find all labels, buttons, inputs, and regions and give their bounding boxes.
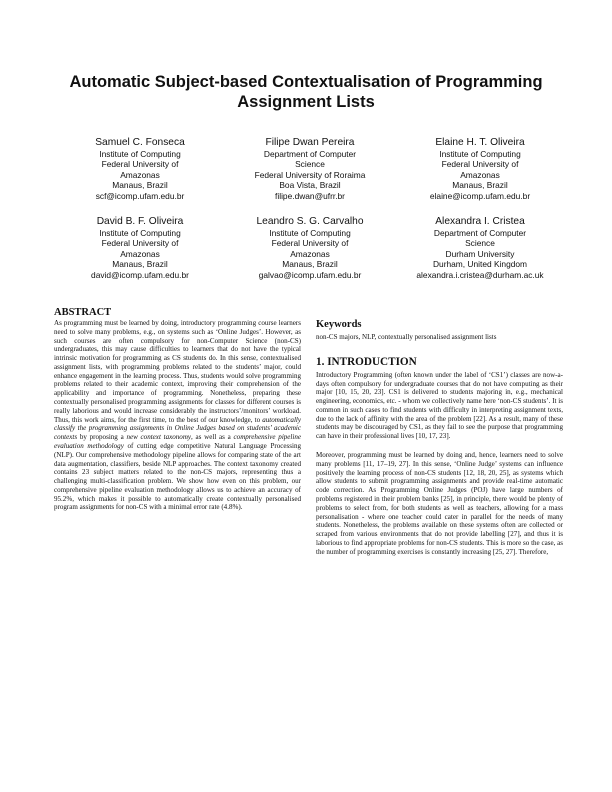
- author-location: Manaus, Brazil: [452, 180, 508, 191]
- author-affiliation: Federal University of: [271, 238, 349, 249]
- author-affiliation: Science: [465, 238, 495, 249]
- paper-title: Automatic Subject-based Contextualisation of Programming Assignment Lists: [69, 73, 543, 111]
- author-email: galvao@icomp.ufam.edu.br: [258, 269, 362, 280]
- author-affiliation: Durham University: [445, 248, 515, 259]
- author-name: Elaine H. T. Oliveira: [435, 137, 525, 148]
- author-affiliation: Science: [295, 159, 325, 170]
- author-affiliation: Amazonas: [460, 169, 500, 180]
- author-email: filipe.dwan@ufrr.br: [275, 190, 345, 201]
- introduction-paragraph: Moreover, programming must be learned by doing and, hence, learners need to solve many problems [11, 17–19, 27]. In this sense, ‘Online Judge’ systems can influence positively the learning process of non-CS students [12, 18, 20, 25], as systems which allow students to submit programming assignments and provide real-time automatic code correction. As Programming Online Judges (POJ) have large numbers of problems registered in their problem banks [25], in principle, there would be plenty of problems to select from, for both students as well as teachers, allowing for a mass personalisation - where one teacher could cater in parallel for the needs of many students. Nonetheless, the problems available on these systems often are collected or scraped from various environments that do not provide labelling [27], and thus it is laborious to find appropriate problems for non-CS students. This is more so the case, as the number of programming exercises is constantly increasing [25, 27]. Therefore,: [316, 451, 563, 556]
- author-affiliation: Institute of Computing: [439, 149, 521, 159]
- author-affiliation: Amazonas: [120, 169, 160, 180]
- left-column: [54, 307, 301, 512]
- author-affiliation: Federal University of: [101, 238, 179, 249]
- author-name: Leandro S. G. Carvalho: [256, 216, 364, 228]
- author-name: Alexandra I. Cristea: [435, 216, 525, 228]
- author-email: elaine@icomp.ufam.edu.br: [429, 190, 531, 201]
- author-affiliation: Institute of Computing: [99, 228, 181, 239]
- author: [400, 215, 560, 280]
- author-block: [60, 136, 560, 294]
- author-affiliation: Federal University of: [441, 159, 519, 170]
- author-name: Samuel C. Fonseca: [95, 137, 185, 148]
- author-affiliation: Federal University of Roraima: [254, 169, 366, 180]
- author-location: Manaus, Brazil: [282, 259, 338, 270]
- author-row-1: [60, 136, 560, 201]
- keywords-heading: Keywords: [316, 319, 362, 330]
- author-location: Manaus, Brazil: [112, 180, 168, 191]
- author-location: Boa Vista, Brazil: [279, 180, 341, 191]
- author-name: David B. F. Oliveira: [96, 216, 184, 228]
- introduction-paragraph: Introductory Programming (often known under the label of ‘CS1’) classes are now-a-days often compulsory for undergraduate courses that do not have computing as their major [10, 15, 20, 23]. CS1 is delivered to students majoring in, e.g., mechanical engineering, economics, etc. - whom we collectively name here ‘non-CS students’. It is common in such cases to find students with difficulty in interpreting assignment texts, due to the lack of affinity with the area of the problem [22]. As a result, many of these students may be discouraged by CS1, as they fail to see the purpose that programming can have in their professional lives [10, 17, 23].: [316, 370, 563, 441]
- author-affiliation: Department of Computer: [433, 228, 527, 239]
- author-affiliation: Department of Computer: [263, 149, 357, 159]
- author-email: scf@icomp.ufam.edu.br: [95, 190, 185, 201]
- author: [230, 136, 390, 201]
- author-location: Manaus, Brazil: [112, 259, 168, 270]
- author-name: Filipe Dwan Pereira: [265, 137, 355, 148]
- introduction-heading: 1. INTRODUCTION: [316, 355, 417, 368]
- author-location: Durham, United Kingdom: [432, 259, 528, 270]
- right-column: [316, 307, 563, 556]
- author: [230, 215, 390, 280]
- author-affiliation: Federal University of: [101, 159, 179, 170]
- author: [400, 136, 560, 201]
- author-affiliation: Amazonas: [290, 248, 330, 259]
- author-row-2: [60, 215, 560, 280]
- author-email: alexandra.i.cristea@durham.ac.uk: [416, 269, 544, 280]
- author-affiliation: Institute of Computing: [99, 149, 181, 159]
- author-affiliation: Institute of Computing: [269, 228, 351, 239]
- author-email: david@icomp.ufam.edu.br: [91, 269, 189, 280]
- author: [60, 136, 220, 201]
- author: [60, 215, 220, 280]
- keywords-text: non-CS majors, NLP, contextually personalised assignment lists: [316, 333, 497, 341]
- abstract-heading: ABSTRACT: [54, 307, 112, 318]
- abstract-text: As programming must be learned by doing, introductory programming course learners need to solve many problems, e.g., on systems such as ‘Online Judges’. However, as such courses are often compulsory for non-Computer Science (non-CS) undergraduates, this may cause difficulties to learners that do not have the typical intrinsic motivation for programming as CS students do. In this sense, contextualised assignment lists, with programming problems related to the students’ major, could enhance engagement in the learning process. Thus, students would solve programming problems related to their academic context, improving their comprehension of the applicability and importance of programming. Nonetheless, preparing these contextually personalised programming assignments for classes for different courses is really laborious and would increase considerably the instructors’/monitors’ workload. Thus, this work aims, for the first time, to the best of our knowledge, to automatically classify the programming assignments in Online Judges based on students’ academic contexts by proposing a new context taxonomy, as well as a comprehensive pipeline evaluation methodology of cutting edge competitive Natural Language Processing (NLP). Our comprehensive methodology pipeline allows for comparing state of the art data augmentation, classifiers, beside NLP approaches. The context taxonomy created contains 23 subject matters related to the non-CS majors, representing thus a challenging multi-classification problem. We show how even on this problem, our comprehensive pipeline evaluation methodology allows us to achieve an accuracy of 95.2%, which makes it possible to automatically create contextually personalised program assignments for non-CS with a minimal error rate (4.8%).: [54, 319, 301, 512]
- author-affiliation: Amazonas: [120, 248, 160, 259]
